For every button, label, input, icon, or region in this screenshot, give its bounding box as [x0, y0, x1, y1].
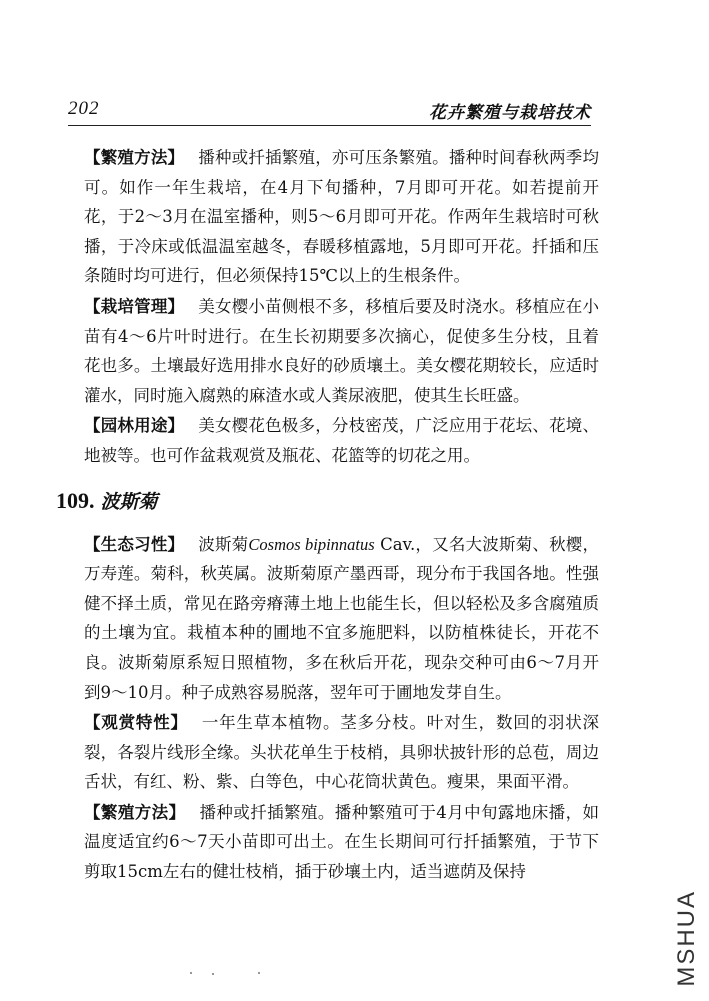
section-heading — [56, 487, 599, 516]
paragraph-ecology-cosmos — [84, 530, 599, 708]
paragraph-cultivation-verbena — [84, 292, 599, 410]
paragraph-text: 波斯菊 — [198, 534, 249, 554]
paragraph-tag: 【繁殖方法】 — [84, 802, 186, 822]
paragraph-landscape-use-verbena — [84, 411, 599, 470]
book-title: 花卉繁殖与栽培技术 — [429, 103, 591, 123]
scan-speck — [212, 973, 214, 975]
latin-name: Cosmos bipinnatus — [248, 534, 375, 554]
paragraph-tag: 【观赏特性】 — [84, 713, 188, 733]
body-text — [56, 143, 600, 888]
page-number: 202 — [68, 98, 100, 119]
paragraph-ornamental-cosmos — [84, 708, 599, 797]
scan-speck — [190, 972, 192, 974]
paragraph-text: 美女樱花色极多，分枝密茂，广泛应用于花坛、花境、地被等。也可作盆栽观赏及瓶花、花篮等的切花之用。 — [84, 416, 600, 465]
section-number: 109. — [56, 487, 95, 513]
section-title: 波斯菊 — [100, 490, 158, 513]
header-rule — [68, 125, 591, 126]
scan-speck — [258, 972, 260, 974]
running-header — [68, 98, 591, 124]
paragraph-text: 一年生草本植物。茎多分枝。叶对生，数回的羽状深裂，各裂片线形全缘。头状花单生于枝梢，具卵状披针形的总苞，周边舌状，有红、粉、紫、白等色，中心花筒状黄色。瘦果，果面平滑。 — [84, 713, 600, 792]
paragraph-text: 美女樱小苗侧根不多，移植后要及时浇水。移植应在小苗有4～6片叶时进行。在生长初期要多次摘心，促使多生分枝，且着花也多。土壤最好选用排水良好的砂质壤土。美女樱花期较长，应适时灌水，同时施入腐熟的麻渣水或人粪尿液肥，使其生长旺盛。 — [84, 296, 600, 405]
paragraph-propagation-verbena — [84, 143, 599, 291]
paragraph-text: 播种或扦插繁殖，亦可压条繁殖。播种时间春秋两季均可。如作一年生栽培，在4月下旬播种，7月即可开花。如若提前开花，于2～3月在温室播种，则5～6月即可开花。作两年生栽培时可秋播，于冷床或低温温室越冬，春暖移植露地，5月即可开花。扦插和压条随时均可进行，但必须保持15℃以上的生根条件。 — [84, 148, 600, 286]
paragraph-tag: 【栽培管理】 — [84, 296, 185, 316]
watermark: MSHUA — [673, 890, 700, 987]
paragraph-tag: 【园林用途】 — [84, 416, 185, 436]
paragraph-propagation-cosmos — [84, 798, 599, 887]
paragraph-text: Cav.，又名大波斯菊、秋樱，万寿莲。菊科，秋英属。波斯菊原产墨西哥，现分布于我国各地。性强健不择土质，常见在路旁瘠薄土地上也能生长，但以轻松及多含腐殖质的土壤为宜。栽植本种的圃地不宜多施肥料，以防植株徒长，开花不良。波斯菊原系短日照植物，多在秋后开花，现杂交种可由6～7月开到9～10月。种子成熟容易脱落，翌年可于圃地发芽自生。 — [84, 534, 600, 702]
paragraph-tag: 【繁殖方法】 — [84, 148, 185, 167]
paragraph-tag: 【生态习性】 — [84, 534, 185, 554]
paragraph-text: 播种或扦插繁殖。播种繁殖可于4月中旬露地床播，如温度适宜约6～7天小苗即可出土。在生长期间可行扦插繁殖，于节下剪取15cm左右的健壮枝梢，插于砂壤土内，适当遮荫及保持 — [84, 802, 599, 882]
